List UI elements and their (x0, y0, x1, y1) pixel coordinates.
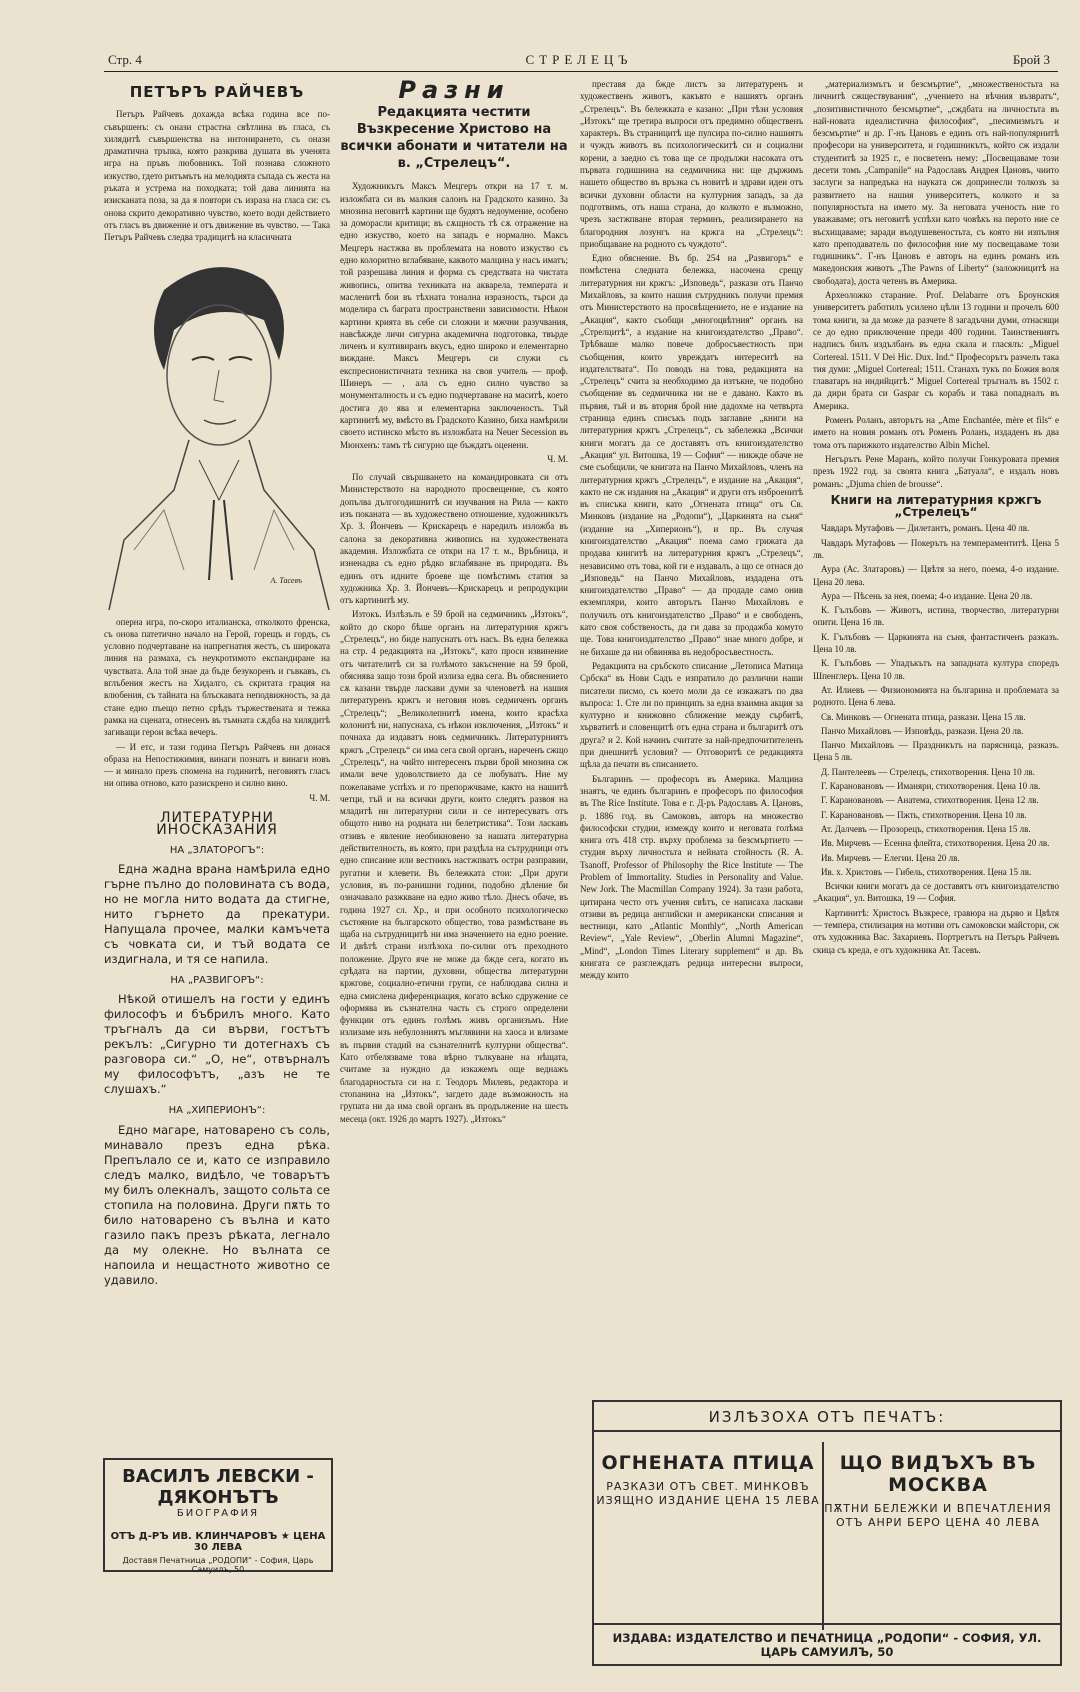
list-item: К. Гълъбовъ — Упадъкътъ на западната култура споредъ Шпенглеръ. Цена 10 лв. (813, 658, 1059, 681)
list-item: К. Гълъбовъ — Царкинята на съня, фантастиченъ разказъ. Цена 10 лв. (813, 631, 1059, 655)
list-item: Ат. Илиевъ — Физиономията на българина и проблемата за родното. Цена 6 лева. (813, 684, 1059, 708)
column-2 (340, 78, 568, 1668)
book-list-note: Всички книги могатъ да се доставятъ отъ книгоиздателство „Акация“, ул. Витошка, 19 — София. (813, 881, 1059, 904)
article-paragraph: Археоложко старание. Prof. Delabarre отъ Броунския университетъ работилъ усилено цѣли 13 години и прочелъ 600 тома книги, за да може да разчете 8 загадъчни думи, отнасящи се до едно приключение преди 400 години. Таинствениятъ надписъ билъ издълбанъ въ една скала и гласялъ: „Miguel Cortereal. 1511. V Dei Hic. Dux. Ind.“ Професорътъ разчелъ така тия думи: „Miguel Cortereal; 1511. Станахъ тукъ по Божия воля главатаръ на индийцитѣ.“ Miguel Cortereal тръгналъ въ 1502 г. да дири брата си Gaspar съ корабъ и така попадналъ въ Америка. (813, 290, 1059, 411)
article-paragraph: Петъръ Райчевъ дохажда всѣка година все по-съвършенъ: съ онази страстна свѣтлина въ гласа, съ хилядитѣ съвършенства на интонирането, съ онази драматична тръпка, която разкрива душата въ ученята игра на пръвъ любовникъ. Той познава сложното изкуство, гдето ритъмътъ на мелодията съпада съ жеста на ръката и устрема на походката; той дава линията на изисканата поза, за да я повтори съ израза на гласа си: съ онова скрито декоративно чувство, което води действието отъ гласъ въ движение и отъ движение въ чувство. — Така Петъръ Райчевъ следва традицитѣ на класичната (104, 109, 330, 243)
section-title-allegories: ЛИТЕРАТУРНИ ИНОСКАЗАНИЯ (156, 810, 278, 839)
book-list (813, 522, 1059, 878)
portrait-drawing (104, 250, 330, 610)
ad-book-moscow (824, 1442, 1052, 1630)
column-4 (813, 78, 1059, 1396)
article-signature: Ч. М. (309, 792, 330, 803)
ad-publisher: Доставя Печатница „РОДОПИ“ - София, Царь Самуилъ, 50 (122, 1556, 314, 1574)
article-paragraph: Роменъ Роланъ, авторътъ на „Ame Enchantée, mère et fils“ е името на новия романъ отъ Роменъ Роланъ, издаденъ въ два тома отъ парижкото издателство Albin Michel. (813, 415, 1059, 450)
article-paragraph: Картинитѣ: Христосъ Възкресе, гравюра на дърво и Цвѣтя — темпера, стилизация на мотиви отъ самоковски майстори, сж отъ художника Вас. Захариевъ. Портретътъ на Петъръ Райчевъ скица съ креда, е отъ художника Ат. Тасевъ. (813, 907, 1059, 955)
article-signature: Ч. М. (547, 453, 568, 464)
list-item: Чавдаръ Мутафовъ — Покерътъ на темпераментитѣ. Цена 5 лв. (813, 537, 1059, 560)
page-number: Стр. 4 (108, 52, 142, 67)
article-paragraph: оперна игра, по-скоро италианска, отколкото френска, съ онова патетично начало на Герой, горещъ и гордъ, съ условно подчертаване на напрегнатия жестъ, съ широката линия на размаха, съ неукротимото експандиране на чувствата. Ала той знае да бъде безукоренъ и гъвкавъ, съ вглъбения жестъ на Хидалго, съ скритата грация на влюбения, съ тайната на блъскавата неподвижность, за да стане едно пъещо петно срѣдъ тържествената и тежка рамка на сцената, отнесенъ въ тъмната сѫдба на хилядитѣ загиващи герои всѣка вечеръ. (104, 616, 330, 738)
ad-book-title: ЩО ВИДЪХЪ ВЪ МОСКВА (839, 1452, 1037, 1496)
article-paragraph: преставя да бжде листъ за литературенъ и художественъ животъ, какъвто е нашиятъ органъ „Стрелецъ“. Въ бележката е казано: „При тѣзи условия „Изтокъ“ ще третира въпроси отъ предимно общественъ характеръ. Въ страницитѣ ще пулсира по-силно нашиятъ и чуждъ животъ въ психологическитѣ си и социални корени, а заедно съ това ще се продължи насоката отъ първата годишнина на седмичника ни: ще държимъ нашето общество въ връзка съ новитѣ и здрави идеи отъ всички духовни области на културния западъ, за да подготвимъ, отъ наша страна, до колкото е възможно, чрезъ застжпване вторая терминъ, реализирането на благородния лозунгъ на кржга на „Стрелецъ“: приобщаване на родното съ чуждото“. (580, 79, 803, 249)
list-item: Аура (Ас. Златаровъ) — Цвѣтя за него, поема, 4-о издание. Цена 20 лева. (813, 564, 1059, 587)
column-1 (104, 78, 330, 1668)
easter-greeting: Редакцията честити Възкресение Христово на всички абонати и читатели на в. „Стрелецъ“. (340, 105, 568, 172)
ad-author-price: ОТЪ Д-РЪ ИВ. КЛИНЧАРОВЪ ★ ЦЕНА 30 ЛЕВА (110, 1531, 326, 1553)
list-item: К. Гълъбовъ — Животъ, истина, творчество, литературни опити. Цена 16 лв. (813, 605, 1059, 628)
list-item: Ив. х. Христовъ — Гибель, стихотворения. Цена 15 лв. (821, 866, 1032, 877)
fable-heading: НА „ХИПЕРИОНЪ“: (168, 1105, 266, 1117)
fable-heading: НА „ЗЛАТОРОГЪ“: (169, 844, 265, 856)
article-paragraph: Редакцията на сръбското списание „Летописа Матица Србска“ въ Нови Садъ е изпратило до различни наши писатели писмо, съ което моли да се изкажатъ по два въпроса: 1. Сте ли по принципъ за една взаимна акция за културно и книжовно сближение между сърбитѣ, хърватитѣ и словенцитѣ отъ една страна и българитѣ отъ друга? и 2. Кой начинъ считате за най-предпочитителенъ при днешнитѣ условия? — Отговоритѣ се редакцията щѣла да печати въ списанието. (580, 660, 803, 770)
ad-publisher: ИЗДАВА: ИЗДАТЕЛСТВО И ПЕЧАТНИЦА „РОДОПИ“ - СОФИЯ, УЛ. ЦАРЬ САМУИЛЪ, 50 (594, 1623, 1060, 1664)
fable-text: Едно магаре, натоварено съ соль, минавало презъ една рѣка. Препълало се и, като се изправило следъ малко, видѣло, че товарътъ му билъ олекналъ, защото сольта се стопила на половина. Други пѫть то било натоварено съ вълна и като газило пакъ презъ рѣката, легнало да му олекне. Но вълната се напоила и нещастното животно се удавило. (104, 1122, 330, 1287)
list-item: Ив. Мирчевъ — Есенна флейта, стихотворения. Цена 20 лв. (821, 838, 1050, 849)
newspaper-title: СТРЕЛЕЦЪ (525, 52, 633, 67)
ad-title: ВАСИЛЪ ЛЕВСКИ - ДЯКОНЪТЪ (122, 1466, 314, 1508)
issue-number: Брой 3 (1012, 52, 1050, 67)
article-paragraph: Негърътъ Рене Маранъ, който получи Гонкуровата премия презъ 1922 год. за своята книга „Батуала“, е издалъ новъ романъ: „Djuma chien de brousse“. (813, 453, 1059, 489)
article-paragraph: — И етс, и тази година Петъръ Райчевъ ни донася образа на Непостижимия, винаги познатъ и винаги новъ — и минало презъ спомена на годинитѣ, неговиятъ гласъ ни опива отново, като разискрено и силно вино. (104, 741, 330, 789)
fable-text: Нѣкой отишелъ на гости у единъ философъ и бъбрилъ много. Като тръгналъ да си върви, гостътъ рекълъ: „Сигурно ти дотегнахъ съ разговора си.“ „О, не“, отвърналъ му философътъ, „азъ не те слушахъ.“ (104, 992, 330, 1097)
list-item: Панчо Михайловъ — Изповѣдь, разкази. Цена 20 лв. (821, 725, 1024, 736)
ad-levski-biography (103, 1458, 333, 1572)
ad-book-fire-bird (594, 1442, 824, 1630)
ad-book-title: ОГНЕНАТА ПТИЦА (601, 1452, 815, 1474)
ad-book-details: РАЗКАЗИ ОТЪ СВЕТ. МИНКОВЪ ИЗЯЩНО ИЗДАНИЕ ЦЕНА 15 ЛЕВА (596, 1480, 820, 1507)
column-3 (580, 78, 803, 1396)
list-item: Г. Карановановъ — Пжть, стихотворения. Цена 10 лв. (821, 809, 1027, 820)
header-rule (104, 71, 1058, 72)
article-paragraph: Едно обяснение. Въ бр. 254 на „Развигоръ“ е помѣстена следната бележка, насочена срещу литературния ни кржгъ: „Изповедь“, разкази отъ Панчо Михайловъ, за които нашия сътрудникъ получи премия отъ Министерството на просвѣщението, не е издание на „Акация“, както съобщи „многоцвѣтния“ органъ на „Стрелцитѣ“, а издание на книгоиздателство „Право“. Трѣбваше малко повече добросъвестность при съобщения, които увреждатъ интереситѣ на издателствата“. По поводъ на това, редакцията на „Стрелецъ“ счита за необходимо да изтъкне, че подобно съобщение въ седмичника ни не е давано. Както въ първия, тъй и въ втория брой ние дадохме на четвърта страница единъ списъкъ подъ заглавие „книги на литературния кржгъ „Стрелецъ“, съ забележка „Всички книги могатъ да се доставятъ отъ книгоиздателство „Акация“ ул. Витошка, 19 — София“ — никжде обаче не сме съобщили, че книгата на Панчо Михайловъ, членъ на литературния кржгъ „Стрелецъ“, е издание на „Акация“, както не сж издания на „Акация“ и други отъ изброенитѣ въ списъка книги, като „Огнената птица“ отъ Св. Минковъ (издание на „Родопи“), „Царкинята на съня“ (издание на „Хиперионъ“), и пр.. Въ случая книгоиздателство „Акация“ поема само грижата да продава книгитѣ на литературния кржгъ „Стрелецъ“, независимо отъ това, кой ги е издавалъ, а що се отнася до „Изповедь“ на Панчо Михайловъ, издадена отъ книгоиздателство „Право“ — да продаде само онив екземпляри, които авторътъ Панчо Михайловъ е получилъ отъ книгоиздателство „Право“ и е свободенъ, като своя собственость, да ги дава за продажба комуто ще. Това книгоиздателство „Право“ знае много добре, и не бихаше да ни обвинява въ недобросъвестность. (580, 253, 803, 657)
article-paragraph: Българинъ — професоръ въ Америка. Малцина знаятъ, че единъ българинъ е професоръ по философия въ The Rice Institute. Това е г. Д-ръ Радославъ А. Цановъ, р. 1886 год. въ Самоковъ, авторъ на множество философски студии, измежду които и неговата голѣма книга отъ 418 стр. върху проблема за безсмъртието — студия върху личностьта и нейната стойность (R. A. Tsanoff, Professor of Philosophy the Rice Institute — The Problem of Immortality. Studies in Personality and Value. New Jork. The Macmillan Company 1924). За тази работа, цитирана често отъ учения свѣтъ, се написаха ласкави отзиви въ редица английски и американски списания и вестници, като „Atlantic Monthly“, „North American Review“, „Yale Review“, „Oberlin Alumni Magazine“, „Mind“, „London Times Literary supplement“ и др. Въ книгата се разглеждатъ редица интересни въпроси, между които (580, 773, 803, 981)
article-title-raychev: ПЕТЪРЪ РАЙЧЕВЪ (129, 83, 305, 101)
article-paragraph: „материализмътъ и безсмъртие“, „множественостьта на личнитѣ сжществувания“, „учението на вѣчния възвратъ“, „позитивистичното безсмъртие“, „сждбата на личностьта въ най-новата идеалистична философия“, „песимизмътъ и безсмъртие“ и др. Г-нъ Цановъ е единъ отъ най-популярнитѣ професори на университета, и годишникътъ, който сж издали студентитѣ за 1925 г., е посветенъ нему: „Посвещаваме този десети томъ „Campanile“ на Радославъ Андрея Цановъ, чиито заслуги за напредъка на науката сж допринесли толкозъ за развитието на нашия университетъ, колкото и за популярностьта на името му. За неговата ученость ние го уважаваме; отъ неговитѣ успѣхи като човѣкъ на перото ние се въсхищаваме; заради въодушевеностьта, съ която ни изпълня като преподаватель по философия ние му посвещаваме този годишникъ“. Г-нъ Цановъ е авторъ на единъ романъ изъ македонския животъ „The Pawns of Liberty“ (заложницитѣ на свободата), доста четенъ въ Америка. (813, 79, 1059, 286)
ad-subtitle: БИОГРАФИЯ (176, 1508, 260, 1519)
ad-heading: ИЗЛѢЗОХА ОТЪ ПЕЧАТЪ: (594, 1402, 1060, 1432)
list-item: Г. Карановановъ — Анатема, стихотворения. Цена 12 лв. (821, 795, 1039, 806)
article-paragraph: Изтокъ. Излѣзълъ е 59 брой на седмичникъ „Изтокъ“, който до скоро бѣше органъ на литературния кржгъ „Стрелецъ“, но биде напуснатъ отъ насъ. Въ една бележка на стр. 4 редакцията на „Изтокъ“, като проси извинение отъ читателитѣ си за голѣмото закъснение на 59 брой, обяснява защо този брой излиза едва сега. Въ обяснението сѫ казани твърде ласкави думи за членоветѣ на нашия литературенъ кржгъ и неговия новъ седмиченъ органъ „Стрелецъ“; „Великолепнитѣ имена, които красѣха колонитѣ ни, напуснаха, съ нѣкои изключения, „Изтокъ“ и почнаха да издаватъ новъ седмичникъ. Литературниятъ кржгъ „Стрелецъ“ си има сега свой органъ, нареченъ сжщо „Стрелецъ“, на чийто интересенъ първи брой мнозина сж имали вече удоволствието да се любуватъ. Ние му пожелаваме успѣхъ и го препоржчваме, както на нашитѣ четци, тъй и на всички други, които следятъ развоя на младитѣ ни литературни сили и се интересуватъ отъ общото ниво на родната ни белетристика“. Този ласкавъ отзивъ е явление необикновено за нашата литературна действителность, въ която, при раздѣла на сътрудници отъ едно списание или вестникъ настжпватъ остри разправии, ругатни и клевети. Въ бележката стои: „При други условия, въ по-ранишни години, подобно дѣление би означавало разжкване на едно живо тѣло. Днесъ обаче, въ година 1927 сл. Хр., и при особното психологическо състояние на българското общество, това размѣстване въ щаба на сътрудницитѣ ни има значението на едно роение. И двѣтѣ страни излѣзоха по-силни отъ преходното положение. Друго яче не може да бжде сега, когато въ срѣдата на партии, духовни, общества литературни кржгове, социално-етични групи, се наблюдава силна и една смислена диференциация, когато всѣко сдружение се оформява въ съзнателна часть съ строго определени функции отъ единъ голѣмъ живъ организъмъ. Ние излизаме изъ небулозниятъ мъглявини на хаоса и влизаме въ първия стадий на съзнателнитѣ културни общества“. Като отбелязваме това вѣрно тълкуване на нѣщата, считаме за нуждно да изкажемъ още веднажъ благодарностьта си на г. Теодоръ Милевъ, редактора и стопанина на „Изтокъ“, загдето даде възможность на групата ни да има свой органъ въ продължение на шесть месеца (окт. 1926 до мартъ 1927). „Изтокъ“ (340, 609, 568, 1124)
page-header (108, 52, 1050, 72)
article-paragraph: По случай свършването на командировката си отъ Министерството на народното просвещение, съ която допълва дългогодишнитѣ си изучвания на Рила — както изъ поканата — въ художествено отношение, художникътъ Хр. З. Йончевъ — Крискарецъ е наредилъ изложба въ салона за декоративна живопись на художествената академия. Изложбата се откри на 17 т. м., Връбница, и изненадва съ едно рѣдко вглабяване въ природата. Въ единъ отъ идните броеве ще помѣстимъ статия за художника Хр. З. Йончевъ—Крискарецъ и репродукции отъ картинитѣ му. (340, 472, 568, 606)
book-list-title: Книги на литературния кржгъ „Стрелецъ“ (830, 492, 1042, 520)
list-item: Аура — Пѣсень за нея, поема; 4-о издание. Цена 20 лв. (821, 590, 1033, 601)
list-item: Св. Минковъ — Огнената птица, разкази. Цена 15 лв. (821, 711, 1026, 722)
list-item: Д. Пантелеевъ — Стрелецъ, стихотворения. Цена 10 лв. (821, 766, 1035, 777)
list-item: Панчо Михайловъ — Праздникътъ на парясница, разказъ. Цена 5 лв. (813, 740, 1059, 763)
fable-heading: НА „РАЗВИГОРЪ“: (170, 974, 264, 986)
list-item: Ат. Далчевъ — Прозорецъ, стихотворения. Цена 15 лв. (821, 823, 1031, 834)
list-item: Чавдаръ Мутафовъ — Дилетантъ, романъ. Цена 40 лв. (821, 523, 1030, 534)
article-paragraph: Художникътъ Максъ Мецгеръ откри на 17 т. м. изложбата си въ малкия салонъ на Градското казино. За мнозина неговитѣ картини ще будятъ недоумение, особено за доморасли критици; въ сѫщность тѣ сѫ отражение на едно изкуство, което на западъ е нормално. Максъ Мецгеръ настжва въ проблемата на новото изкуство съ едно колоритно вглабяване, каквото малцина у насъ иматъ; той разрешава линия и форма съ средствата на чистата живопись, опитва техниката на акварела, температа и масленитѣ бои въ тѣхната тонална изразность, търси да моделира съ баграта пространствени зависимости. Нѣкои картини крията въ себе си сложни и мжчни разучвания, навсѣкжде личи сигурна академична подготовка, твърде личенъ и култивиранъ вкусъ, едно широко и елементарно виждане. Максъ Мецгеръ си служи съ експресионистичната техника на своя учитель — проф. Шинеръ — , ала съ едно силно чувство за монументалность и съ едно подчертаване на маситѣ, което достига до ява и елементарна заключеность. Тъй картинитѣ му, вмѣсто въ Градското Казино, биха намѣрили своето истинско мѣсто въ изложбата на Neuer Secession въ Мюнхенъ: тамъ тѣ сигурно ще бъждатъ оценени. (340, 181, 568, 450)
section-heading-razni: Разни (398, 78, 510, 104)
list-item: Ив. Мирчевъ — Елегии. Цена 20 лв. (821, 852, 960, 863)
portrait-image (104, 250, 330, 610)
portrait-signature: А. Тасевъ (270, 576, 302, 586)
ad-new-books (592, 1400, 1062, 1666)
list-item: Г. Карановановъ — Иманяри, стихотворения. Цена 10 лв. (821, 781, 1041, 792)
ad-book-details: ПѪТНИ БЕЛЕЖКИ И ВПЕЧАТЛЕНИЯ ОТЪ АНРИ БЕРО ЦЕНА 40 ЛЕВА (824, 1502, 1052, 1529)
fable-text: Една жадна врана намѣрила едно гърне пълно до половината съ вода, но не могла нито водата да стигне, нито гърнето да прекатури. Напущала прочее, малки камъчета съ човката си, и тъй водата се издигнала, и тя се напила. (104, 861, 330, 966)
